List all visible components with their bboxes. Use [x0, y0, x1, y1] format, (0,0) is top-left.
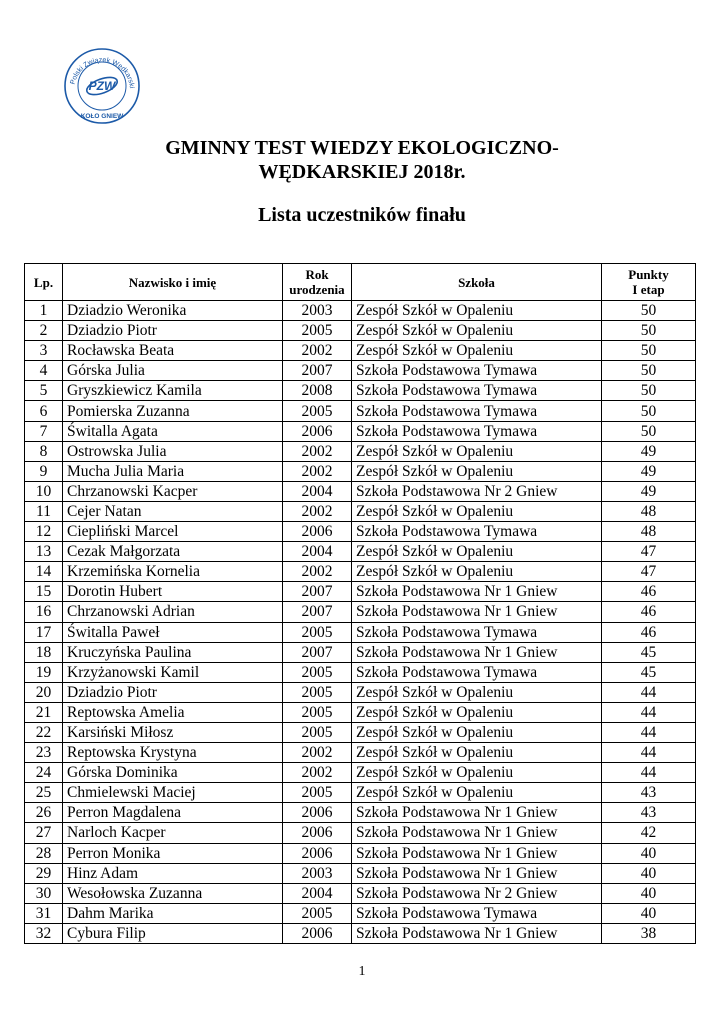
- cell-points: 50: [602, 401, 696, 421]
- cell-name: Cybura Filip: [63, 923, 283, 943]
- table-row: [25, 642, 696, 662]
- header-year: [283, 264, 352, 301]
- cell-year: 2002: [283, 562, 352, 582]
- cell-lp: 13: [25, 542, 63, 562]
- table-row: [25, 702, 696, 722]
- header-points: [602, 264, 696, 301]
- cell-lp: 24: [25, 763, 63, 783]
- table-row: [25, 582, 696, 602]
- cell-points: 50: [602, 381, 696, 401]
- page-number: 1: [358, 964, 366, 979]
- table-row: [25, 501, 696, 521]
- cell-lp: 6: [25, 401, 63, 421]
- cell-lp: 11: [25, 501, 63, 521]
- cell-name: Świtalla Agata: [63, 421, 283, 441]
- cell-name: Ciepliński Marcel: [63, 522, 283, 542]
- cell-lp: 19: [25, 662, 63, 682]
- cell-name: Chrzanowski Adrian: [63, 602, 283, 622]
- table-row: [25, 562, 696, 582]
- cell-lp: 18: [25, 642, 63, 662]
- table-row: [25, 903, 696, 923]
- cell-points: 49: [602, 441, 696, 461]
- header-lp: Lp.: [25, 264, 63, 301]
- cell-lp: 17: [25, 622, 63, 642]
- document-subtitle: Lista uczestników finału: [258, 204, 466, 226]
- table-row: [25, 361, 696, 381]
- cell-school: Szkoła Podstawowa Nr 1 Gniew: [352, 803, 602, 823]
- table-row: [25, 783, 696, 803]
- cell-year: 2008: [283, 381, 352, 401]
- cell-year: 2005: [283, 702, 352, 722]
- cell-lp: 15: [25, 582, 63, 602]
- cell-points: 40: [602, 863, 696, 883]
- cell-year: 2007: [283, 602, 352, 622]
- cell-lp: 20: [25, 682, 63, 702]
- cell-year: 2004: [283, 542, 352, 562]
- cell-name: Hinz Adam: [63, 863, 283, 883]
- cell-year: 2004: [283, 481, 352, 501]
- table-row: [25, 803, 696, 823]
- cell-year: 2002: [283, 763, 352, 783]
- cell-points: 48: [602, 522, 696, 542]
- cell-points: 44: [602, 682, 696, 702]
- cell-year: 2006: [283, 522, 352, 542]
- cell-points: 50: [602, 321, 696, 341]
- cell-lp: 4: [25, 361, 63, 381]
- table-row: [25, 381, 696, 401]
- cell-school: Zespół Szkół w Opaleniu: [352, 763, 602, 783]
- cell-points: 50: [602, 361, 696, 381]
- cell-lp: 16: [25, 602, 63, 622]
- cell-lp: 23: [25, 743, 63, 763]
- cell-points: 38: [602, 923, 696, 943]
- cell-lp: 10: [25, 481, 63, 501]
- table-row: [25, 481, 696, 501]
- cell-school: Szkoła Podstawowa Nr 1 Gniew: [352, 863, 602, 883]
- cell-year: 2004: [283, 883, 352, 903]
- pzw-kolo-gniew-logo: [62, 46, 142, 126]
- table-row: [25, 321, 696, 341]
- cell-school: Szkoła Podstawowa Tymawa: [352, 522, 602, 542]
- table-row: [25, 722, 696, 742]
- cell-points: 46: [602, 622, 696, 642]
- table-row: [25, 401, 696, 421]
- table-row: [25, 341, 696, 361]
- table-row: [25, 863, 696, 883]
- cell-lp: 12: [25, 522, 63, 542]
- cell-year: 2002: [283, 341, 352, 361]
- cell-name: Krzyżanowski Kamil: [63, 662, 283, 682]
- cell-points: 43: [602, 783, 696, 803]
- cell-lp: 29: [25, 863, 63, 883]
- cell-lp: 27: [25, 823, 63, 843]
- cell-school: Szkoła Podstawowa Nr 2 Gniew: [352, 883, 602, 903]
- document-title-line-1: GMINNY TEST WIEDZY EKOLOGICZNO-: [165, 137, 559, 159]
- cell-school: Zespół Szkół w Opaleniu: [352, 783, 602, 803]
- table-row: [25, 823, 696, 843]
- cell-year: 2005: [283, 622, 352, 642]
- cell-points: 46: [602, 602, 696, 622]
- cell-year: 2005: [283, 662, 352, 682]
- cell-lp: 5: [25, 381, 63, 401]
- table-row: [25, 542, 696, 562]
- table-row: [25, 522, 696, 542]
- header-points-line-1: Punkty: [628, 267, 669, 282]
- cell-name: Ostrowska Julia: [63, 441, 283, 461]
- cell-year: 2006: [283, 923, 352, 943]
- table-row: [25, 622, 696, 642]
- header-school: Szkoła: [352, 264, 602, 301]
- cell-points: 45: [602, 642, 696, 662]
- cell-name: Pomierska Zuzanna: [63, 401, 283, 421]
- table-row: [25, 662, 696, 682]
- cell-lp: 7: [25, 421, 63, 441]
- cell-points: 50: [602, 421, 696, 441]
- cell-name: Chrzanowski Kacper: [63, 481, 283, 501]
- cell-year: 2006: [283, 823, 352, 843]
- cell-school: Zespół Szkół w Opaleniu: [352, 722, 602, 742]
- cell-school: Zespół Szkół w Opaleniu: [352, 301, 602, 321]
- logo-bottom-text: KOŁO GNIEW: [80, 113, 124, 120]
- header-name: Nazwisko i imię: [63, 264, 283, 301]
- cell-school: Szkoła Podstawowa Tymawa: [352, 421, 602, 441]
- cell-year: 2003: [283, 863, 352, 883]
- cell-school: Szkoła Podstawowa Nr 1 Gniew: [352, 843, 602, 863]
- cell-points: 40: [602, 903, 696, 923]
- cell-year: 2002: [283, 501, 352, 521]
- cell-lp: 25: [25, 783, 63, 803]
- cell-name: Dahm Marika: [63, 903, 283, 923]
- cell-name: Cezak Małgorzata: [63, 542, 283, 562]
- table-row: [25, 421, 696, 441]
- cell-year: 2006: [283, 803, 352, 823]
- cell-lp: 22: [25, 722, 63, 742]
- cell-name: Kruczyńska Paulina: [63, 642, 283, 662]
- cell-name: Dziadzio Piotr: [63, 321, 283, 341]
- cell-school: Szkoła Podstawowa Nr 1 Gniew: [352, 582, 602, 602]
- cell-school: Szkoła Podstawowa Tymawa: [352, 361, 602, 381]
- cell-lp: 30: [25, 883, 63, 903]
- cell-school: Zespół Szkół w Opaleniu: [352, 461, 602, 481]
- cell-school: Zespół Szkół w Opaleniu: [352, 743, 602, 763]
- cell-points: 44: [602, 702, 696, 722]
- cell-lp: 28: [25, 843, 63, 863]
- cell-name: Dorotin Hubert: [63, 582, 283, 602]
- cell-lp: 8: [25, 441, 63, 461]
- cell-points: 47: [602, 542, 696, 562]
- cell-lp: 21: [25, 702, 63, 722]
- cell-name: Gryszkiewicz Kamila: [63, 381, 283, 401]
- cell-school: Szkoła Podstawowa Tymawa: [352, 662, 602, 682]
- cell-name: Dziadzio Weronika: [63, 301, 283, 321]
- cell-name: Świtalla Paweł: [63, 622, 283, 642]
- table-row: [25, 923, 696, 943]
- cell-school: Szkoła Podstawowa Nr 1 Gniew: [352, 602, 602, 622]
- cell-school: Zespół Szkół w Opaleniu: [352, 542, 602, 562]
- logo-monogram: PZW: [88, 79, 116, 93]
- table-row: [25, 743, 696, 763]
- cell-points: 47: [602, 562, 696, 582]
- cell-name: Reptowska Amelia: [63, 702, 283, 722]
- cell-name: Karsiński Miłosz: [63, 722, 283, 742]
- table-row: [25, 602, 696, 622]
- cell-name: Perron Monika: [63, 843, 283, 863]
- cell-school: Zespół Szkół w Opaleniu: [352, 501, 602, 521]
- participants-table: [24, 263, 696, 944]
- cell-name: Krzemińska Kornelia: [63, 562, 283, 582]
- cell-year: 2006: [283, 843, 352, 863]
- cell-points: 40: [602, 843, 696, 863]
- cell-name: Cejer Natan: [63, 501, 283, 521]
- cell-points: 44: [602, 743, 696, 763]
- cell-points: 44: [602, 763, 696, 783]
- cell-points: 48: [602, 501, 696, 521]
- cell-points: 45: [602, 662, 696, 682]
- cell-points: 40: [602, 883, 696, 903]
- cell-year: 2005: [283, 903, 352, 923]
- document-title-line-2: WĘDKARSKIEJ 2018r.: [258, 161, 466, 183]
- cell-school: Zespół Szkół w Opaleniu: [352, 682, 602, 702]
- cell-year: 2005: [283, 401, 352, 421]
- cell-name: Górska Julia: [63, 361, 283, 381]
- table-row: [25, 682, 696, 702]
- table-row: [25, 763, 696, 783]
- cell-school: Zespół Szkół w Opaleniu: [352, 341, 602, 361]
- cell-name: Dziadzio Piotr: [63, 682, 283, 702]
- cell-school: Szkoła Podstawowa Nr 1 Gniew: [352, 823, 602, 843]
- cell-lp: 32: [25, 923, 63, 943]
- logo-ring-text: Polski Związek Wędkarski: [69, 56, 135, 89]
- cell-name: Perron Magdalena: [63, 803, 283, 823]
- table-row: [25, 301, 696, 321]
- cell-year: 2007: [283, 361, 352, 381]
- cell-name: Wesołowska Zuzanna: [63, 883, 283, 903]
- cell-lp: 1: [25, 301, 63, 321]
- cell-year: 2007: [283, 642, 352, 662]
- header-year-line-2: urodzenia: [289, 282, 345, 297]
- cell-points: 43: [602, 803, 696, 823]
- cell-year: 2006: [283, 421, 352, 441]
- cell-name: Reptowska Krystyna: [63, 743, 283, 763]
- cell-points: 50: [602, 301, 696, 321]
- table-row: [25, 461, 696, 481]
- cell-year: 2005: [283, 783, 352, 803]
- cell-lp: 31: [25, 903, 63, 923]
- cell-year: 2007: [283, 582, 352, 602]
- header-points-line-2: I etap: [632, 282, 665, 297]
- cell-points: 44: [602, 722, 696, 742]
- cell-name: Górska Dominika: [63, 763, 283, 783]
- cell-points: 50: [602, 341, 696, 361]
- cell-year: 2005: [283, 682, 352, 702]
- cell-name: Mucha Julia Maria: [63, 461, 283, 481]
- cell-year: 2005: [283, 722, 352, 742]
- header-year-line-1: Rok: [305, 267, 329, 282]
- cell-points: 42: [602, 823, 696, 843]
- cell-school: Szkoła Podstawowa Tymawa: [352, 401, 602, 421]
- table-row: [25, 843, 696, 863]
- cell-points: 46: [602, 582, 696, 602]
- cell-lp: 3: [25, 341, 63, 361]
- cell-points: 49: [602, 481, 696, 501]
- cell-lp: 26: [25, 803, 63, 823]
- cell-points: 49: [602, 461, 696, 481]
- table-row: [25, 883, 696, 903]
- cell-year: 2002: [283, 461, 352, 481]
- table-header-row: [25, 264, 696, 301]
- cell-lp: 9: [25, 461, 63, 481]
- cell-school: Zespół Szkół w Opaleniu: [352, 702, 602, 722]
- cell-school: Zespół Szkół w Opaleniu: [352, 321, 602, 341]
- cell-school: Szkoła Podstawowa Tymawa: [352, 381, 602, 401]
- cell-year: 2002: [283, 441, 352, 461]
- cell-year: 2005: [283, 321, 352, 341]
- cell-name: Chmielewski Maciej: [63, 783, 283, 803]
- cell-school: Zespół Szkół w Opaleniu: [352, 562, 602, 582]
- table-row: [25, 441, 696, 461]
- cell-lp: 14: [25, 562, 63, 582]
- cell-school: Szkoła Podstawowa Tymawa: [352, 622, 602, 642]
- cell-name: Narloch Kacper: [63, 823, 283, 843]
- cell-lp: 2: [25, 321, 63, 341]
- cell-school: Szkoła Podstawowa Nr 1 Gniew: [352, 923, 602, 943]
- cell-year: 2003: [283, 301, 352, 321]
- cell-year: 2002: [283, 743, 352, 763]
- cell-school: Szkoła Podstawowa Nr 1 Gniew: [352, 642, 602, 662]
- cell-school: Szkoła Podstawowa Tymawa: [352, 903, 602, 923]
- cell-school: Szkoła Podstawowa Nr 2 Gniew: [352, 481, 602, 501]
- cell-school: Zespół Szkół w Opaleniu: [352, 441, 602, 461]
- cell-name: Rocławska Beata: [63, 341, 283, 361]
